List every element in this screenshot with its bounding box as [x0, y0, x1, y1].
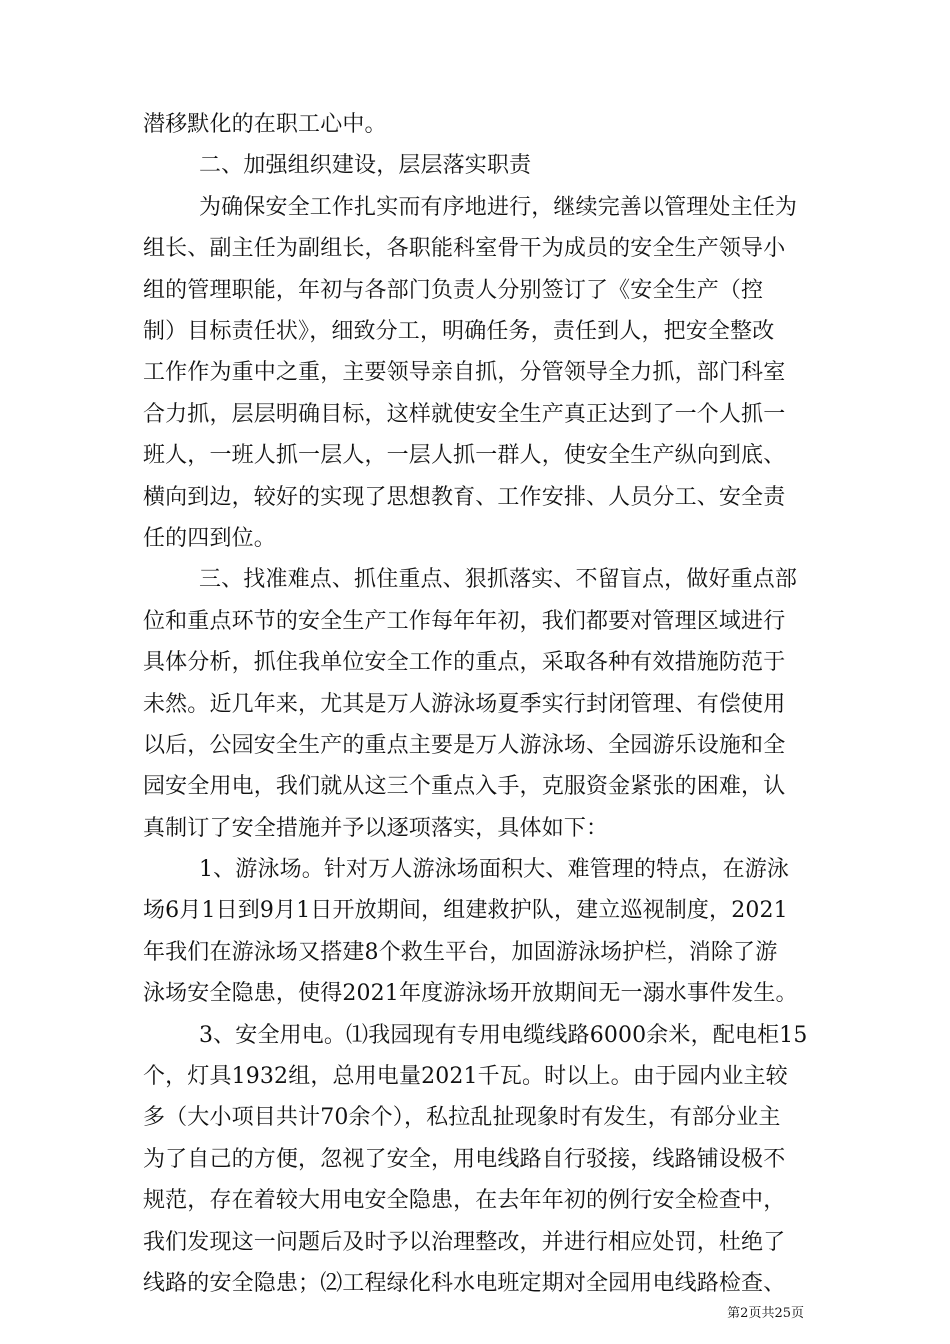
text-line: 规范，存在着较大用电安全隐患，在去年年初的例行安全检查中，: [143, 1188, 786, 1213]
text-line: 任的四到位。: [143, 526, 276, 551]
text-line: 以后，公园安全生产的重点主要是万人游泳场、全园游乐设施和全: [143, 733, 786, 758]
text-line: 班人，一班人抓一层人，一层人抓一群人，使安全生产纵向到底、: [143, 443, 786, 468]
text-line: 1、游泳场。针对万人游泳场面积大、难管理的特点，在游泳: [199, 857, 790, 882]
text-line: 场6月1日到9月1日开放期间，组建救护队，建立巡视制度，2021: [143, 898, 788, 923]
section-heading: 二、加强组织建设，层层落实职责: [199, 153, 532, 178]
text-line: 园安全用电，我们就从这三个重点入手，克服资金紧张的困难，认: [143, 774, 786, 799]
page-number: 第2页共25页: [727, 1306, 804, 1321]
text-line: 工作作为重中之重，主要领导亲自抓，分管领导全力抓，部门科室: [143, 360, 786, 385]
text-line: 组长、副主任为副组长，各职能科室骨干为成员的安全生产领导小: [143, 236, 786, 261]
text-line: 个，灯具1932组，总用电量2021千瓦。时以上。由于园内业主较: [143, 1064, 788, 1089]
text-line: 3、安全用电。⑴我园现有专用电缆线路6000余米，配电柜15: [199, 1023, 808, 1048]
text-line: 年我们在游泳场又搭建8个救生平台，加固游泳场护栏，消除了游: [143, 940, 778, 965]
text-line: 真制订了安全措施并予以逐项落实，具体如下：: [143, 816, 609, 841]
text-line: 多（大小项目共计70余个），私拉乱扯现象时有发生，有部分业主: [143, 1105, 781, 1130]
text-line: 泳场安全隐患，使得2021年度游泳场开放期间无一溺水事件发生。: [143, 981, 798, 1006]
text-line: 未然。近几年来，尤其是万人游泳场夏季实行封闭管理、有偿使用: [143, 692, 786, 717]
text-line: 具体分析，抓住我单位安全工作的重点，采取各种有效措施防范于: [143, 650, 786, 675]
text-line: 线路的安全隐患；⑵工程绿化科水电班定期对全园用电线路检查、: [143, 1271, 786, 1296]
text-line: 潜移默化的在职工心中。: [143, 112, 387, 137]
text-line: 我们发现这一问题后及时予以治理整改，并进行相应处罚，杜绝了: [143, 1230, 786, 1255]
text-line: 合力抓，层层明确目标，这样就使安全生产真正达到了一个人抓一: [143, 402, 786, 427]
text-line: 为了自己的方便，忽视了安全，用电线路自行驳接，线路铺设极不: [143, 1147, 786, 1172]
text-line: 位和重点环节的安全生产工作每年年初，我们都要对管理区域进行: [143, 609, 786, 634]
text-line: 组的管理职能，年初与各部门负责人分别签订了《安全生产（控: [143, 278, 764, 303]
text-line: 横向到边，较好的实现了思想教育、工作安排、人员分工、安全责: [143, 485, 786, 510]
text-line: 为确保安全工作扎实而有序地进行，继续完善以管理处主任为: [199, 195, 798, 220]
section-heading: 三、找准难点、抓住重点、狠抓落实、不留盲点，做好重点部: [199, 567, 798, 592]
text-line: 制）目标责任状》，细致分工，明确任务，责任到人，把安全整改: [143, 319, 775, 344]
